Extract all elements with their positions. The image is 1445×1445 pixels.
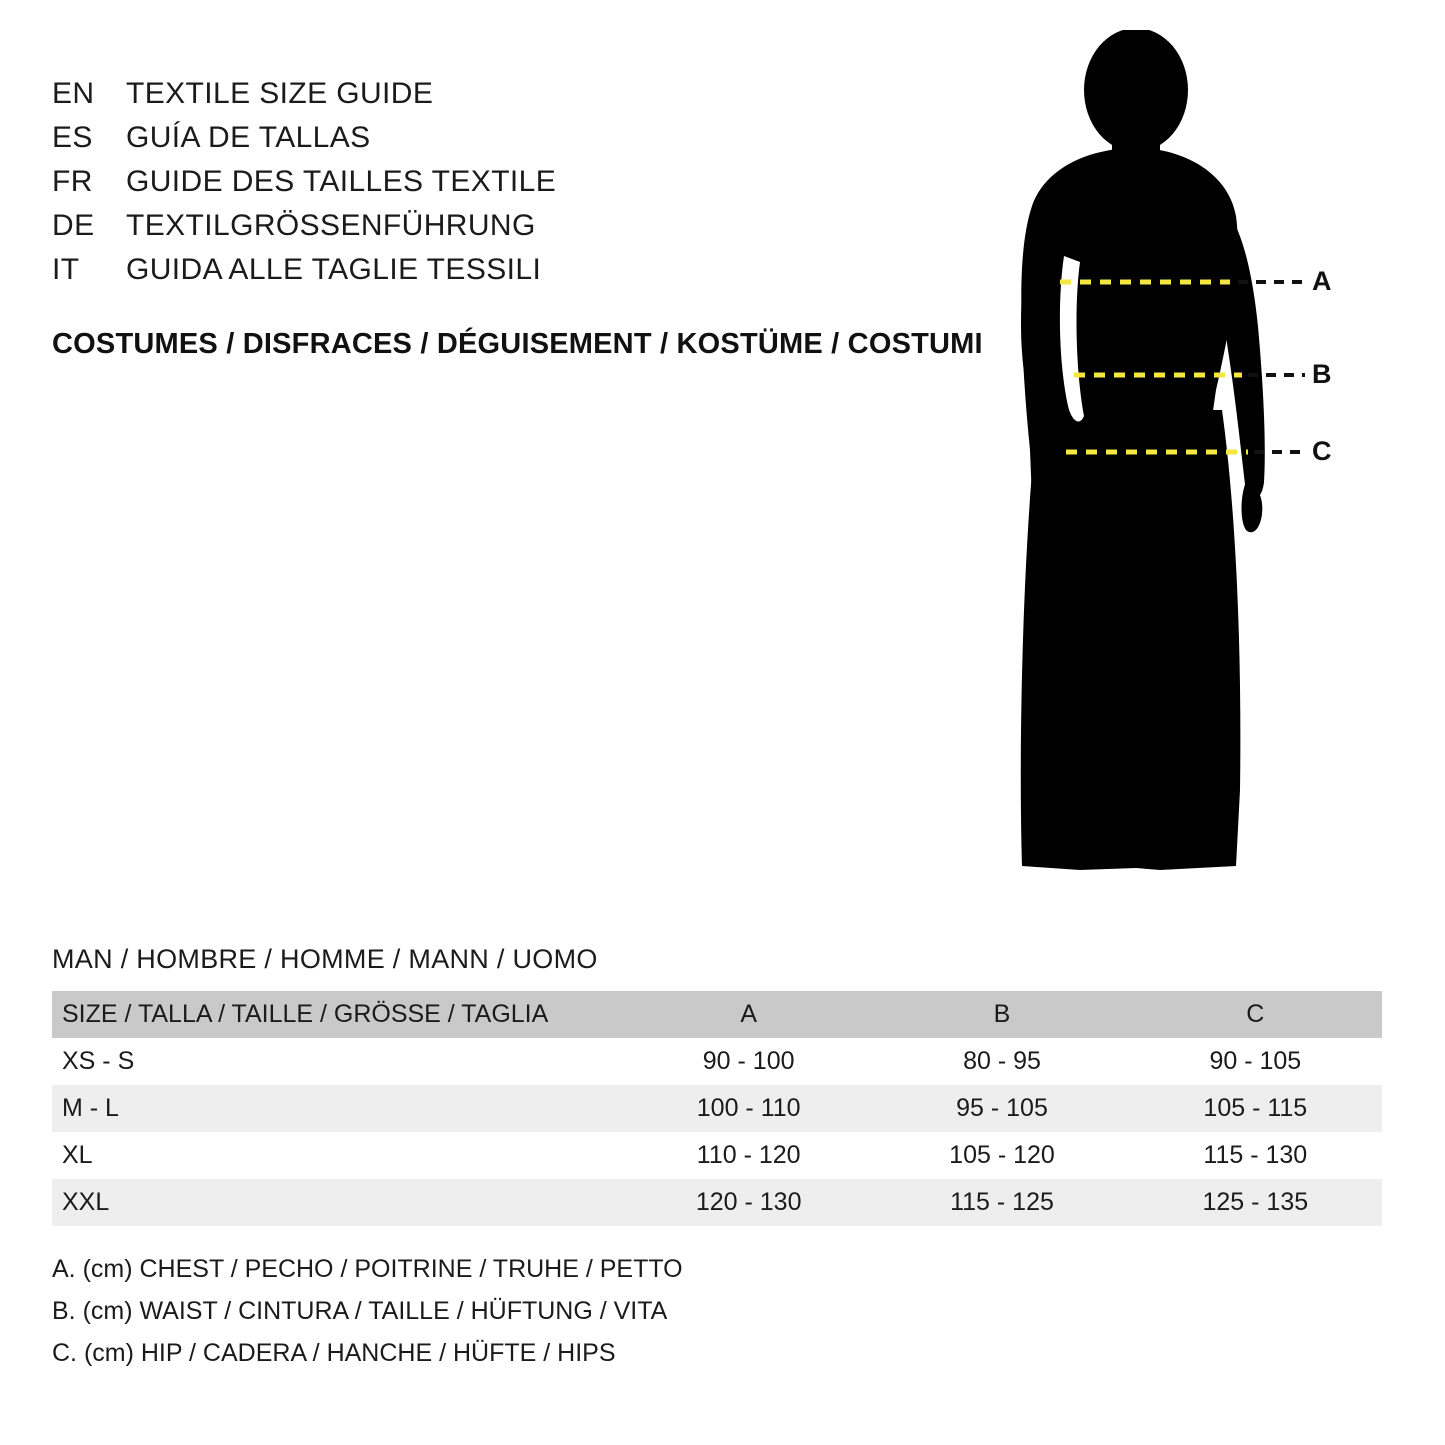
language-code: IT — [52, 253, 80, 286]
language-list — [52, 72, 952, 292]
language-code: EN — [52, 77, 95, 110]
language-label: GUIDE DES TAILLES TEXTILE — [126, 165, 557, 198]
language-row — [52, 160, 952, 204]
language-code: FR — [52, 165, 93, 198]
language-code: DE — [52, 209, 95, 242]
size-table-head — [52, 991, 1382, 1038]
column-header-size: SIZE / TALLA / TAILLE / GRÖSSE / TAGLIA — [62, 1000, 549, 1028]
table-row — [52, 1038, 1382, 1085]
legend-line-c: C. (cm) HIP / CADERA / HANCHE / HÜFTE / HIPS — [52, 1339, 616, 1367]
cell-waist: 80 - 95 — [963, 1047, 1041, 1075]
marker-label-c: C — [1312, 436, 1332, 466]
size-table-section — [52, 944, 1382, 1226]
table-row — [52, 1132, 1382, 1179]
category-title: COSTUMES / DISFRACES / DÉGUISEMENT / KOSTÜME / COSTUMI — [52, 328, 983, 360]
cell-chest: 100 - 110 — [696, 1094, 801, 1122]
language-row — [52, 248, 952, 292]
cell-size: XS - S — [62, 1047, 135, 1075]
size-table — [52, 991, 1382, 1226]
cell-size: XL — [62, 1141, 93, 1169]
size-table-body — [52, 1038, 1382, 1226]
column-header-b: B — [993, 1000, 1011, 1028]
cell-hip: 90 - 105 — [1209, 1047, 1302, 1075]
language-label: TEXTILGRÖSSENFÜHRUNG — [126, 209, 536, 242]
language-label: GUÍA DE TALLAS — [126, 121, 371, 154]
cell-waist: 115 - 125 — [950, 1188, 1054, 1216]
body-silhouette-figure — [960, 30, 1380, 910]
cell-chest: 110 - 120 — [696, 1141, 801, 1169]
cell-hip: 105 - 115 — [1203, 1094, 1308, 1122]
cell-hip: 125 - 135 — [1202, 1188, 1309, 1216]
table-row — [52, 1085, 1382, 1132]
marker-label-a: A — [1312, 266, 1332, 296]
legend-line-b: B. (cm) WAIST / CINTURA / TAILLE / HÜFTUNG / VITA — [52, 1297, 668, 1325]
cell-waist: 95 - 105 — [956, 1094, 1048, 1122]
cell-waist: 105 - 120 — [949, 1141, 1055, 1169]
cell-hip: 115 - 130 — [1203, 1141, 1308, 1169]
column-header-c: C — [1246, 1000, 1265, 1028]
cell-chest: 90 - 100 — [702, 1047, 795, 1075]
silhouette-icon — [960, 30, 1380, 910]
cell-size: XXL — [62, 1188, 110, 1216]
measurement-legend — [52, 1248, 683, 1374]
language-code: ES — [52, 121, 93, 154]
table-row — [52, 1179, 1382, 1226]
language-label: GUIDA ALLE TAGLIE TESSILI — [126, 253, 542, 286]
table-header-row — [52, 991, 1382, 1038]
language-label: TEXTILE SIZE GUIDE — [126, 77, 434, 110]
cell-chest: 120 - 130 — [695, 1188, 802, 1216]
cell-size: M - L — [62, 1094, 119, 1122]
marker-label-b: B — [1312, 359, 1332, 389]
legend-line-a: A. (cm) CHEST / PECHO / POITRINE / TRUHE / PETTO — [52, 1255, 683, 1283]
gender-title: MAN / HOMBRE / HOMME / MANN / UOMO — [52, 944, 598, 974]
language-row — [52, 204, 952, 248]
language-row — [52, 116, 952, 160]
language-row — [52, 72, 952, 116]
column-header-a: A — [740, 1000, 757, 1028]
